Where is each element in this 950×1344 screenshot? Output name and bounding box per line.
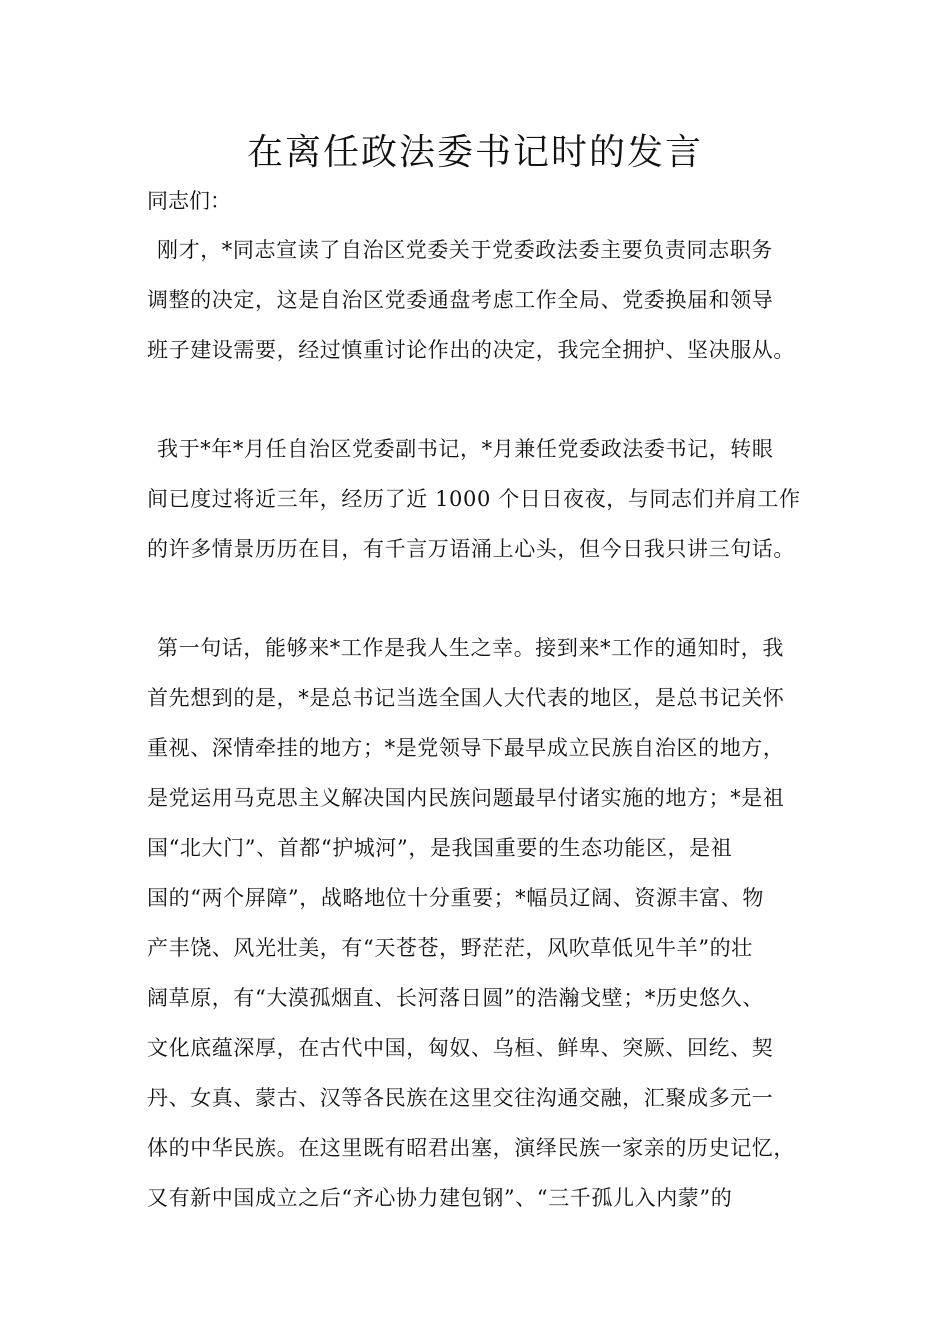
- paragraph-3-line-9: 文化底蕴深厚，在古代中国，匈奴、乌桓、鲜卑、突厥、回纥、契: [147, 1036, 774, 1060]
- paragraph-3-line-2: 首先想到的是，*是总书记当选全国人大代表的地区，是总书记关怀: [147, 686, 785, 710]
- paragraph-3-line-4: 是党运用马克思主义解决国内民族问题最早付诸实施的地方；*是祖: [147, 786, 785, 810]
- paragraph-1-line-2: 调整的决定，这是自治区党委通盘考虑工作全局、党委换届和领导: [147, 288, 774, 312]
- paragraph-3-line-1: 第一句话，能够来*工作是我人生之幸。接到来*工作的通知时，我: [157, 636, 784, 660]
- paragraph-3-line-3: 重视、深情牵挂的地方；*是党领导下最早成立民族自治区的地方，: [147, 736, 785, 760]
- document-title: 在离任政法委书记时的发言: [246, 132, 703, 173]
- paragraph-3-line-6: 国的“两个屏障”，战略地位十分重要；*幅员辽阔、资源丰富、物: [147, 886, 764, 910]
- paragraph-3-line-10: 丹、女真、蒙古、汉等各民族在这里交往沟通交融，汇聚成多元一: [147, 1086, 774, 1110]
- paragraph-3-line-8: 阔草原，有“大漠孤烟直、长河落日圆”的浩瀚戈壁；*历史悠久、: [147, 986, 764, 1010]
- paragraph-2-line-3: 的许多情景历历在目，有千言万语涌上心头，但今日我只讲三句话。: [147, 537, 795, 561]
- paragraph-3-line-12: 又有新中国成立之后“齐心协力建包钢”、“三千孤儿入内蒙”的: [147, 1186, 733, 1210]
- paragraph-3-line-7: 产丰饶、风光壮美，有“天苍苍，野茫茫，风吹草低见牛羊”的壮: [147, 936, 753, 960]
- paragraph-2-line-2: 间已度过将近三年，经历了近 1000 个日日夜夜，与同志们并肩工作: [147, 487, 801, 511]
- paragraph-3-line-11: 体的中华民族。在这里既有昭君出塞，演绎民族一家亲的历史记忆，: [147, 1136, 795, 1160]
- paragraph-1-line-3: 班子建设需要，经过慎重讨论作出的决定，我完全拥护、坚决服从。: [147, 338, 795, 362]
- paragraph-3-line-5: 国“北大门”、首都“护城河”，是我国重要的生态功能区，是祖: [147, 836, 733, 860]
- paragraph-2-line-1: 我于*年*月任自治区党委副书记，*月兼任党委政法委书记，转眼: [157, 437, 774, 461]
- paragraph-1-line-1: 刚才，*同志宣读了自治区党委关于党委政法委主要负责同志职务: [157, 238, 773, 262]
- salutation: 同志们：: [147, 189, 231, 213]
